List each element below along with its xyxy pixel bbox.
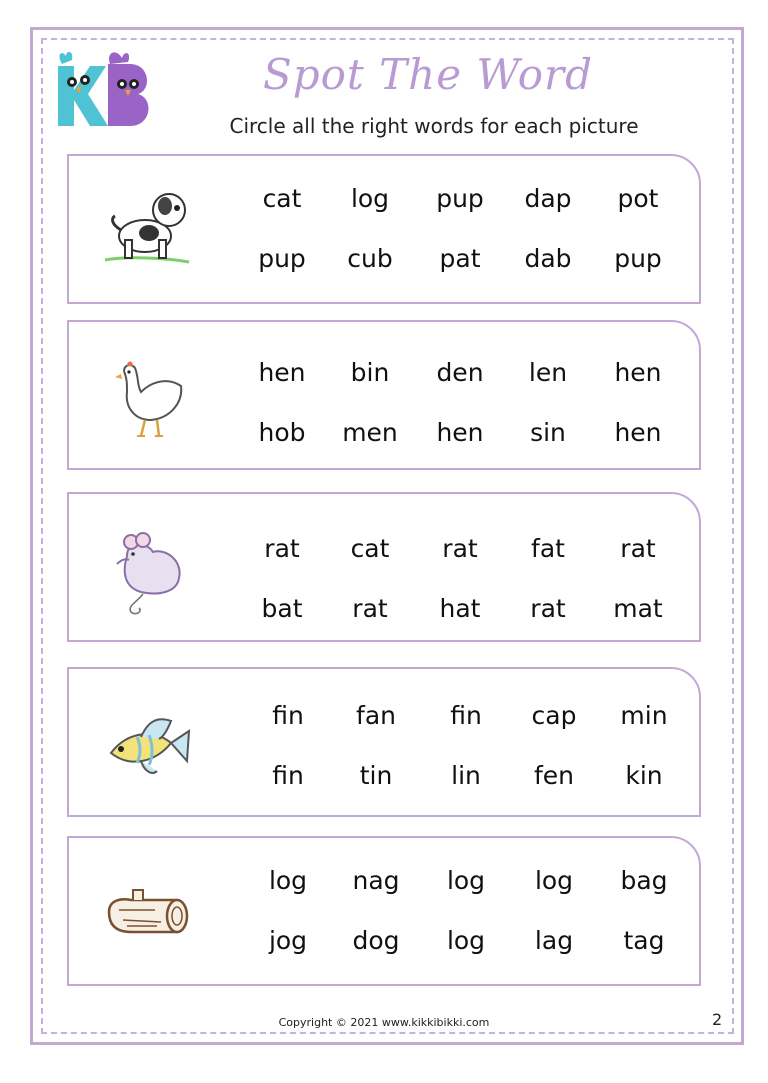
word-option[interactable]: pat: [439, 244, 481, 273]
exercise-row-rat: [67, 492, 701, 642]
word-option[interactable]: fin: [272, 761, 304, 790]
word-option[interactable]: rat: [264, 534, 300, 563]
hen-icon: [97, 344, 197, 444]
word-option[interactable]: rat: [442, 534, 478, 563]
word-option[interactable]: cub: [347, 244, 393, 273]
word-option[interactable]: pot: [617, 184, 659, 213]
word-option[interactable]: fen: [533, 761, 575, 790]
word-option[interactable]: len: [528, 358, 568, 387]
exercise-row-hen: [67, 320, 701, 470]
word-option[interactable]: min: [620, 701, 668, 730]
word-option[interactable]: pup: [258, 244, 306, 273]
word-option[interactable]: hen: [614, 358, 662, 387]
log-icon: [97, 860, 197, 960]
page-number: 2: [712, 1010, 723, 1029]
puppy-icon: [97, 178, 197, 278]
word-option[interactable]: log: [534, 866, 574, 895]
word-option[interactable]: kin: [625, 761, 663, 790]
word-option[interactable]: fin: [272, 701, 304, 730]
word-option[interactable]: hen: [436, 418, 484, 447]
word-option[interactable]: log: [268, 866, 308, 895]
word-option[interactable]: cat: [262, 184, 302, 213]
word-option[interactable]: hob: [258, 418, 306, 447]
worksheet-title: Spot The Word: [262, 50, 593, 99]
word-option[interactable]: pup: [614, 244, 662, 273]
word-option[interactable]: fin: [450, 701, 482, 730]
word-option[interactable]: fan: [356, 701, 396, 730]
worksheet-instruction: Circle all the right words for each picture: [229, 114, 639, 138]
word-option[interactable]: mat: [613, 594, 663, 623]
word-option[interactable]: dab: [524, 244, 572, 273]
word-option[interactable]: bin: [350, 358, 390, 387]
word-option[interactable]: cap: [531, 701, 577, 730]
copyright-footer: Copyright © 2021 www.kikkibikki.com: [278, 1016, 490, 1029]
word-option[interactable]: bat: [261, 594, 303, 623]
word-option[interactable]: lag: [534, 926, 574, 955]
word-option[interactable]: nag: [352, 866, 400, 895]
word-option[interactable]: hen: [258, 358, 306, 387]
word-option[interactable]: sin: [530, 418, 566, 447]
exercise-row-log: [67, 836, 701, 986]
word-option[interactable]: bag: [620, 866, 668, 895]
word-option[interactable]: cat: [350, 534, 390, 563]
word-option[interactable]: log: [350, 184, 390, 213]
fish-icon: [97, 691, 197, 791]
word-option[interactable]: rat: [620, 534, 656, 563]
word-option[interactable]: lin: [451, 761, 481, 790]
word-option[interactable]: log: [446, 866, 486, 895]
word-option[interactable]: tin: [359, 761, 393, 790]
word-option[interactable]: men: [342, 418, 398, 447]
word-option[interactable]: jog: [268, 926, 308, 955]
word-option[interactable]: fat: [531, 534, 565, 563]
word-option[interactable]: dog: [352, 926, 400, 955]
word-option[interactable]: rat: [530, 594, 566, 623]
word-option[interactable]: den: [436, 358, 484, 387]
word-option[interactable]: tag: [623, 926, 665, 955]
word-option[interactable]: dap: [524, 184, 572, 213]
word-option[interactable]: rat: [352, 594, 388, 623]
word-option[interactable]: pup: [436, 184, 484, 213]
word-option[interactable]: log: [446, 926, 486, 955]
word-option[interactable]: hat: [439, 594, 481, 623]
word-option[interactable]: hen: [614, 418, 662, 447]
exercise-row-fish: [67, 667, 701, 817]
rat-icon: [97, 516, 197, 616]
exercise-row-puppy: [67, 154, 701, 304]
